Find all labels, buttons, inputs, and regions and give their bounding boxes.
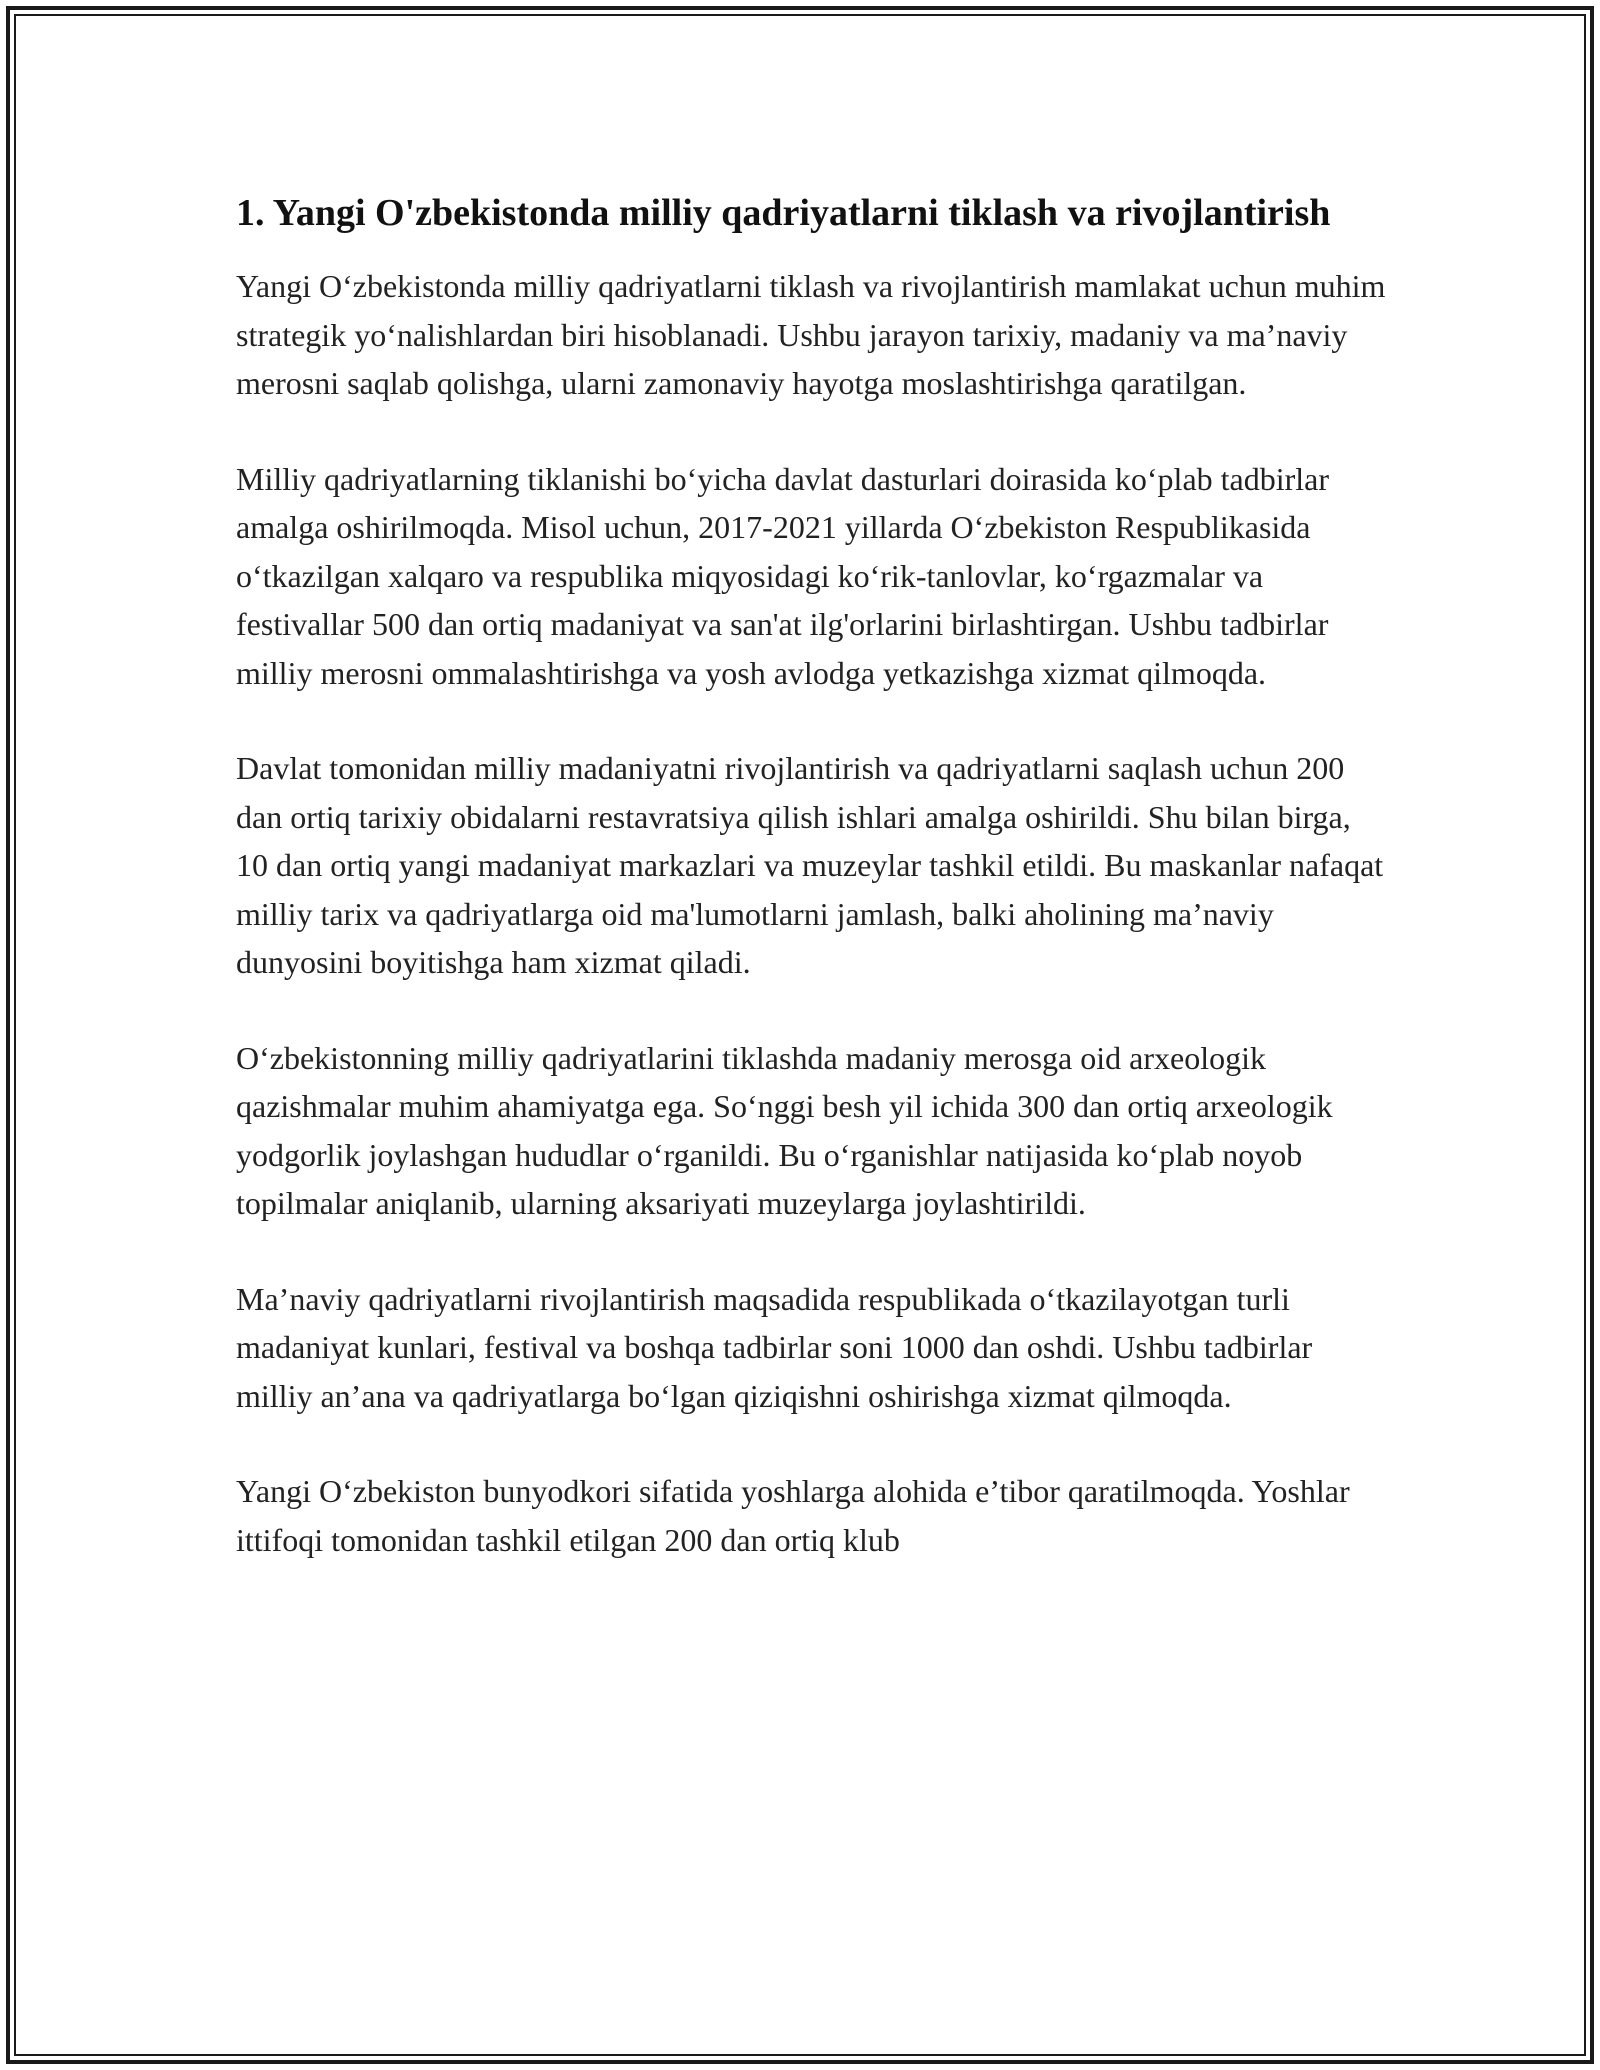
paragraph-4: O‘zbekistonning milliy qadriyatlarini tiklashda madaniy merosga oid arxeologik qazishmalar muhim ahamiyatga ega. So‘nggi besh yil ichida 300 dan ortiq arxeologik yodgorlik joylashgan hududlar o‘rganildi. Bu o‘rganishlar natijasida ko‘plab noyob topilmalar aniqlanib, ularning aksariyati muzeylarga joylashtirildi. [236, 1039, 1333, 1221]
paragraph-2: Milliy qadriyatlarning tiklanishi bo‘yicha davlat dasturlari doirasida ko‘plab tadbirlar amalga oshirilmoqda. Misol uchun, 2017-2021 yillarda O‘zbekiston Respublikasida o‘tkazilgan xalqaro va respublika miqyosidagi ko‘rik-tanlovlar, ko‘rgazmalar va festivallar 500 dan ortiq madaniyat va san'at ilg'orlarini birlashtirgan. Ushbu tadbirlar milliy merosni ommalashtirishga va yosh avlodga yetkazishga xizmat qilmoqda. [236, 460, 1330, 691]
paragraph-1: Yangi O‘zbekistonda milliy qadriyatlarni tiklash va rivojlantirish mamlakat uchun muhim strategik yo‘nalishlardan biri hisoblanadi. Ushbu jarayon tarixiy, madaniy va ma’naviy merosni saqlab qolishga, ularni zamonaviy hayotga moslashtirishga qaratilgan. [236, 268, 1386, 401]
paragraph-6: Yangi O‘zbekiston bunyodkori sifatida yoshlarga alohida e’tibor qaratilmoqda. Yoshlar ittifoqi tomonidan tashkil etilgan 200 dan ortiq klub [236, 1473, 1350, 1558]
paragraph-5: Ma’naviy qadriyatlarni rivojlantirish maqsadida respublikada o‘tkazilayotgan turli madaniyat kunlari, festival va boshqa tadbirlar soni 1000 dan oshdi. Ushbu tadbirlar milliy an’ana va qadriyatlarga bo‘lgan qiziqishni oshirishga xizmat qilmoqda. [236, 1280, 1313, 1414]
document-body [236, 186, 1386, 1611]
section-heading: 1. Yangi O'zbekistonda milliy qadriyatlarni tiklash va rivojlantirish [236, 192, 1331, 234]
paragraph-3: Davlat tomonidan milliy madaniyatni rivojlantirish va qadriyatlarni saqlash uchun 200 dan ortiq tarixiy obidalarni restavratsiya qilish ishlari amalga oshirildi. Shu bilan birga, 10 dan ortiq yangi madaniyat markazlari va muzeylar tashkil etildi. Bu maskanlar nafaqat milliy tarix va qadriyatlarga oid ma'lumotlarni jamlash, balki aholining ma’naviy dunyosini boyitishga ham xizmat qiladi. [236, 750, 1384, 980]
